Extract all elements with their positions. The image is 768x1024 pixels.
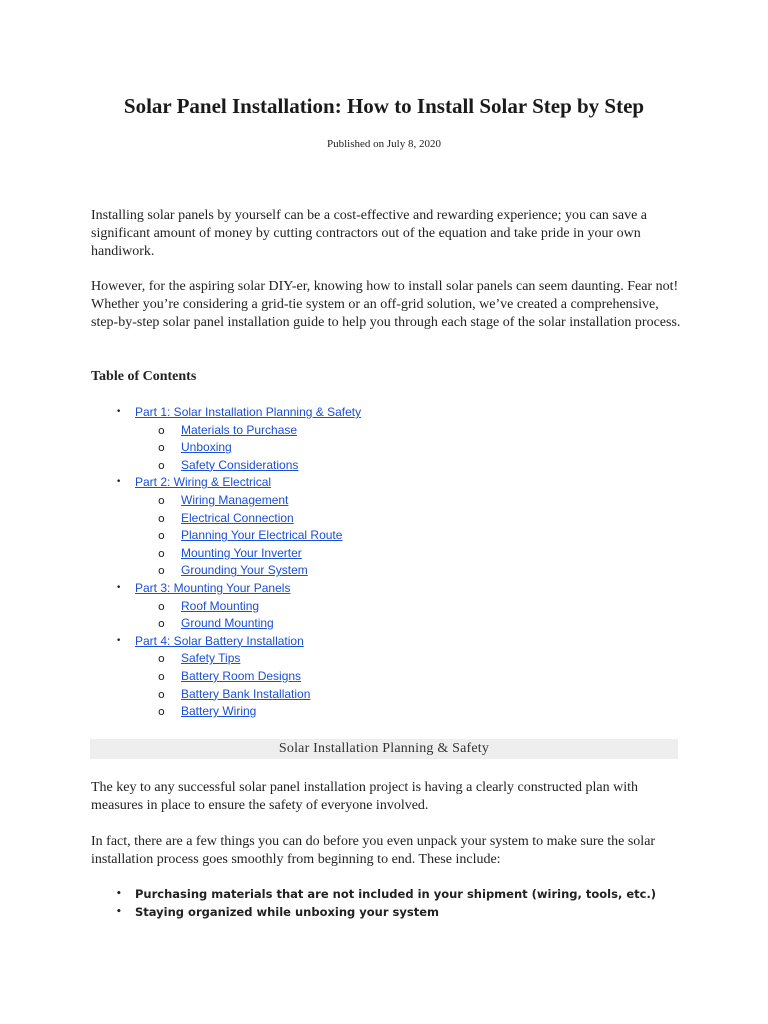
intro-paragraph-1: Installing solar panels by yourself can be a cost-effective and rewarding experience; you can save a significant amount of money by cutting contractors out of the equation and take pride in your own handiwork. (91, 208, 648, 259)
toc-part-item (0, 404, 768, 422)
circle-bullet-icon: o (158, 652, 165, 666)
toc-part-item (0, 580, 768, 598)
circle-bullet-icon: o (158, 423, 165, 437)
toc-subsection-link[interactable]: Roof Mounting (181, 598, 260, 613)
toc-subsection-link[interactable]: Battery Wiring (181, 704, 257, 719)
toc-subsection-link[interactable]: Mounting Your Inverter (181, 545, 302, 560)
toc-subsection-link[interactable]: Materials to Purchase (181, 422, 298, 437)
toc-subsection-item (0, 457, 768, 475)
bullet-icon: • (116, 635, 122, 646)
toc-subsection-item (0, 562, 768, 580)
section-paragraph-1: The key to any successful solar panel installation project is having a clearly constructed plan with measures in place to ensure the safety of everyone involved. (91, 780, 638, 813)
toc-subsection-item (0, 686, 768, 704)
toc-subsection-item (0, 703, 768, 721)
toc-subsection-item (0, 668, 768, 686)
toc-part-link[interactable]: Part 1: Solar Installation Planning & Safety (135, 405, 362, 419)
toc-subsection-item (0, 527, 768, 545)
circle-bullet-icon: o (158, 511, 165, 525)
circle-bullet-icon: o (158, 458, 165, 472)
toc-part-item (0, 633, 768, 651)
bullet-icon: • (116, 407, 122, 417)
toc-subsection-item (0, 492, 768, 510)
list-item-text: Staying organized while unboxing your system (135, 904, 439, 919)
circle-bullet-icon: o (158, 564, 165, 578)
circle-bullet-icon: o (158, 705, 165, 719)
page-title: Solar Panel Installation: How to Install Solar Step by Step (123, 94, 645, 118)
circle-bullet-icon: o (158, 687, 165, 701)
toc-subsection-item (0, 422, 768, 440)
toc-subsection-link[interactable]: Planning Your Electrical Route (181, 528, 343, 543)
toc-part-item (0, 474, 768, 492)
bullet-icon: • (116, 582, 122, 593)
toc-subsection-item (0, 615, 768, 633)
toc-subsection-item (0, 598, 768, 616)
toc-subsection-item (0, 545, 768, 563)
toc-subsection-link[interactable]: Grounding Your System (181, 563, 308, 578)
section-paragraph-2: In fact, there are a few things you can do before you even unpack your system to make sure the solar installation process goes smoothly from beginning to end. These include: (91, 834, 656, 867)
circle-bullet-icon: o (158, 493, 165, 507)
circle-bullet-icon: o (158, 529, 165, 543)
toc-subsection-link[interactable]: Safety Considerations (181, 457, 299, 472)
circle-bullet-icon: o (158, 546, 165, 560)
toc-heading: Table of Contents (91, 369, 197, 384)
circle-bullet-icon: o (158, 599, 165, 613)
toc-subsection-link[interactable]: Battery Bank Installation (181, 686, 311, 701)
toc-part-link[interactable]: Part 2: Wiring & Electrical (135, 475, 272, 490)
toc-subsection-link[interactable]: Ground Mounting (181, 616, 274, 631)
table-of-contents (0, 404, 768, 721)
bullet-icon: • (116, 906, 122, 917)
list-item-text: Purchasing materials that are not included in your shipment (wiring, tools, etc.) (135, 887, 657, 901)
section-bullet-list (0, 886, 768, 921)
bullet-icon: • (116, 477, 122, 488)
toc-subsection-item (0, 650, 768, 668)
section-heading-planning-safety: Solar Installation Planning & Safety (90, 739, 678, 759)
circle-bullet-icon: o (158, 441, 165, 455)
toc-subsection-item (0, 510, 768, 528)
toc-part-link[interactable]: Part 3: Mounting Your Panels (135, 580, 291, 595)
toc-subsection-link[interactable]: Battery Room Designs (181, 668, 302, 683)
toc-subsection-link[interactable]: Wiring Management (181, 492, 289, 507)
toc-subsection-link[interactable]: Unboxing (181, 440, 232, 455)
intro-paragraph-2: However, for the aspiring solar DIY-er, knowing how to install solar panels can seem daunting. Fear not! Whether you’re considering a grid-tie system or an off-grid solution, we’ve created a comprehensive, step-by-step solar panel installation guide to help you through each stage of the solar installation process. (91, 279, 681, 330)
bullet-icon: • (116, 889, 122, 899)
toc-subsection-item (0, 439, 768, 457)
toc-subsection-link[interactable]: Electrical Connection (181, 510, 294, 525)
toc-subsection-link[interactable]: Safety Tips (181, 651, 241, 666)
published-date: Published on July 8, 2020 (327, 138, 441, 150)
circle-bullet-icon: o (158, 669, 165, 683)
toc-part-link[interactable]: Part 4: Solar Battery Installation (135, 633, 304, 648)
list-item (0, 886, 768, 904)
list-item (0, 904, 768, 922)
circle-bullet-icon: o (158, 617, 165, 631)
